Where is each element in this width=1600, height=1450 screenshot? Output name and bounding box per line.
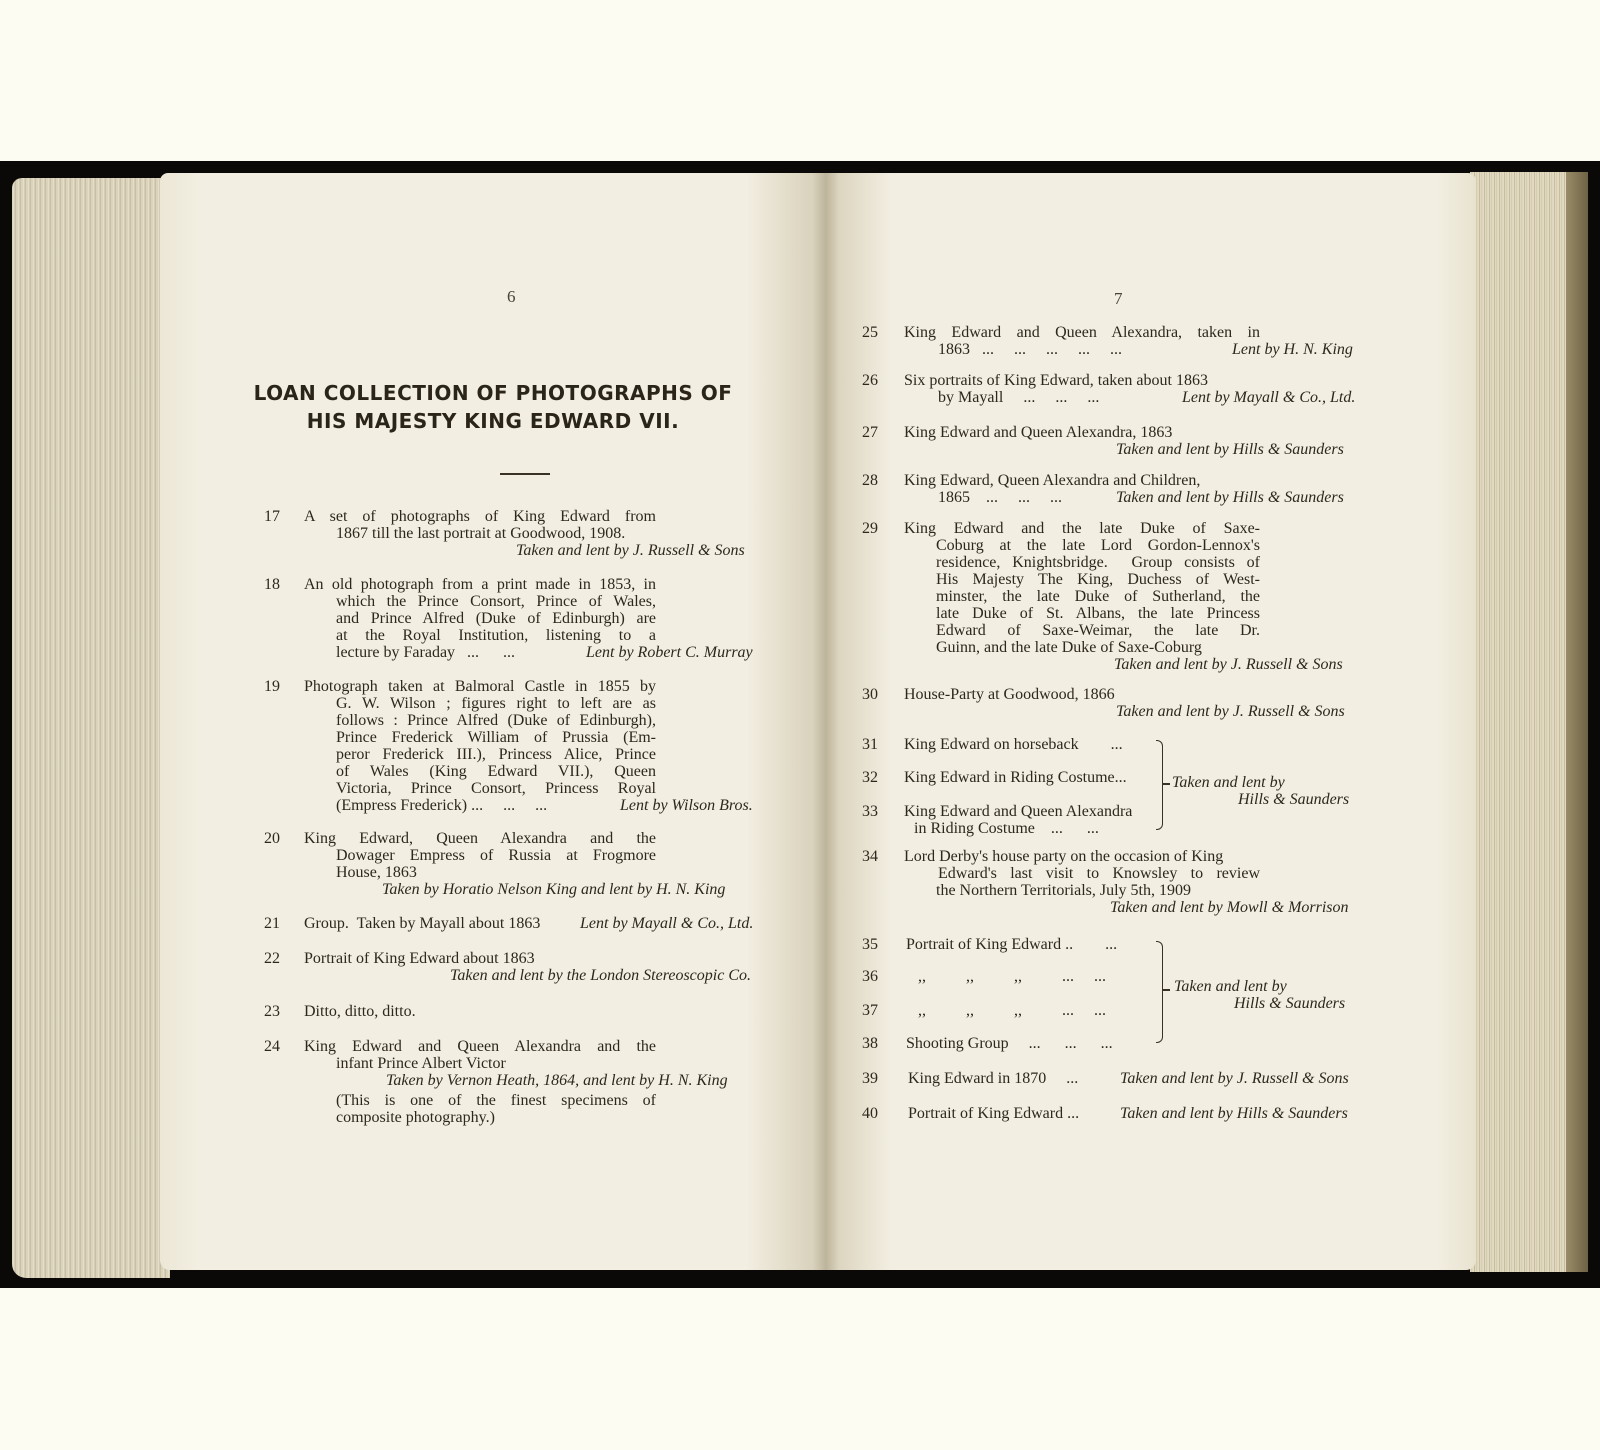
entry-text: King Edward and Queen Alexandra, taken in bbox=[904, 324, 1260, 341]
title-rule bbox=[500, 473, 550, 475]
entry-text: Six portraits of King Edward, taken about 1863 bbox=[904, 372, 1208, 389]
entry-number: 37 bbox=[862, 1002, 878, 1019]
entry-number: 21 bbox=[264, 915, 280, 932]
entry-text: King Edward on horseback ... bbox=[904, 736, 1123, 753]
entry-text: King Edward and Queen Alexandra and the bbox=[304, 1038, 656, 1055]
entry-credit: Lent by H. N. King bbox=[1232, 341, 1353, 358]
entry-credit: Lent by Mayall & Co., Ltd. bbox=[580, 915, 754, 932]
page-edges-left bbox=[12, 178, 170, 1278]
entry-text: King Edward in Riding Costume... bbox=[904, 769, 1127, 786]
entry-text: King Edward and Queen Alexandra, 1863 bbox=[904, 424, 1173, 441]
entry-text: Portrait of King Edward about 1863 bbox=[304, 950, 535, 967]
entry-text: (Empress Frederick) ... ... ... bbox=[336, 797, 548, 814]
page-title-line2: HIS MAJESTY KING EDWARD VII. bbox=[306, 409, 680, 433]
entry-text: ,, ,, ,, ... ... bbox=[906, 968, 1106, 985]
entry-number: 22 bbox=[264, 950, 280, 967]
page-edges-right bbox=[1470, 172, 1588, 1272]
entry-text: Coburg at the late Lord Gordon-Lennox's bbox=[936, 537, 1260, 554]
brace-tip bbox=[1162, 989, 1170, 991]
entry-text: Group. Taken by Mayall about 1863 bbox=[304, 915, 541, 932]
entry-text: G. W. Wilson ; figures right to left are as bbox=[336, 695, 656, 712]
entry-credit: Taken and lent by J. Russell & Sons bbox=[1114, 656, 1343, 673]
bracket-credit-line: Taken and lent by bbox=[1172, 774, 1285, 791]
entry-credit: Lent by Mayall & Co., Ltd. bbox=[1182, 389, 1356, 406]
entry-text: infant Prince Albert Victor bbox=[336, 1055, 506, 1072]
entry-number: 32 bbox=[862, 769, 878, 786]
right-page bbox=[826, 173, 1476, 1270]
entry-note: composite photography.) bbox=[336, 1109, 495, 1126]
entry-text: A set of photographs of King Edward from bbox=[304, 508, 656, 525]
entry-text: Edward's last visit to Knowsley to review bbox=[938, 865, 1260, 882]
entry-number: 28 bbox=[862, 472, 878, 489]
entry-text: 1867 till the last portrait at Goodwood, 1908. bbox=[336, 525, 626, 542]
entry-text: King Edward in 1870 ... bbox=[908, 1070, 1079, 1087]
entry-number: 40 bbox=[862, 1105, 878, 1122]
entry-number: 19 bbox=[264, 678, 280, 695]
entry-credit: Taken and lent by the London Stereoscopic Co. bbox=[450, 967, 751, 984]
entry-text: by Mayall ... ... ... bbox=[938, 389, 1100, 406]
brace-35-38 bbox=[1156, 941, 1163, 1043]
entry-text: King Edward, Queen Alexandra and Children, bbox=[904, 472, 1201, 489]
entry-number: 30 bbox=[862, 686, 878, 703]
entry-number: 33 bbox=[862, 803, 878, 820]
entry-note: (This is one of the finest specimens of bbox=[336, 1092, 656, 1109]
entry-text: House-Party at Goodwood, 1866 bbox=[904, 686, 1115, 703]
entry-number: 17 bbox=[264, 508, 280, 525]
entry-number: 20 bbox=[264, 830, 280, 847]
entry-text: Photograph taken at Balmoral Castle in 1855 by bbox=[304, 678, 656, 695]
entry-number: 38 bbox=[862, 1035, 878, 1052]
entry-number: 25 bbox=[862, 324, 878, 341]
entry-credit: Taken and lent by Hills & Saunders bbox=[1116, 489, 1344, 506]
entry-text: follows : Prince Alfred (Duke of Edinburgh), bbox=[336, 712, 656, 729]
entry-number: 36 bbox=[862, 968, 878, 985]
entry-text: ,, ,, ,, ... ... bbox=[906, 1002, 1106, 1019]
entry-number: 27 bbox=[862, 424, 878, 441]
entry-text: 1865 ... ... ... bbox=[938, 489, 1062, 506]
entry-text: Shooting Group ... ... ... bbox=[906, 1035, 1113, 1052]
entry-number: 26 bbox=[862, 372, 878, 389]
entry-text: residence, Knightsbridge. Group consists of bbox=[936, 554, 1260, 571]
page-number-right: 7 bbox=[1114, 289, 1123, 308]
entry-text: King Edward and the late Duke of Saxe- bbox=[904, 520, 1260, 537]
entry-text: House, 1863 bbox=[336, 864, 417, 881]
entry-credit: Taken and lent by J. Russell & Sons bbox=[516, 542, 745, 559]
entry-number: 31 bbox=[862, 736, 878, 753]
entry-text: and Prince Alfred (Duke of Edinburgh) are bbox=[336, 610, 656, 627]
entry-text: at the Royal Institution, listening to a bbox=[336, 627, 656, 644]
page-title-line1: LOAN COLLECTION OF PHOTOGRAPHS OF bbox=[253, 381, 733, 405]
entry-number: 24 bbox=[264, 1038, 280, 1055]
entry-text: in Riding Costume ... ... bbox=[914, 820, 1099, 837]
bracket-credit-line: Hills & Saunders bbox=[1234, 995, 1346, 1012]
entry-number: 29 bbox=[862, 520, 878, 537]
entry-credit: Taken by Horatio Nelson King and lent by H. N. King bbox=[382, 881, 726, 898]
entry-credit: Taken by Vernon Heath, 1864, and lent by H. N. King bbox=[386, 1072, 728, 1089]
entry-number: 18 bbox=[264, 576, 280, 593]
entry-text: An old photograph from a print made in 1853, in bbox=[304, 576, 656, 593]
entry-text: Portrait of King Edward .. ... bbox=[906, 936, 1118, 953]
entry-number: 39 bbox=[862, 1070, 878, 1087]
entry-text: late Duke of St. Albans, the late Princess bbox=[936, 605, 1260, 622]
entry-text: King Edward, Queen Alexandra and the bbox=[304, 830, 656, 847]
brace-tip bbox=[1162, 783, 1170, 785]
bracket-credit-line: Taken and lent by bbox=[1174, 978, 1287, 995]
entry-text: Victoria, Prince Consort, Princess Royal bbox=[336, 780, 656, 797]
bracket-credit-line: Hills & Saunders bbox=[1238, 791, 1350, 808]
entry-text: King Edward and Queen Alexandra bbox=[904, 803, 1133, 820]
left-page bbox=[160, 173, 826, 1270]
entry-text: Edward of Saxe-Weimar, the late Dr. bbox=[936, 622, 1260, 639]
entry-credit: Taken and lent by Hills & Saunders bbox=[1120, 1105, 1348, 1122]
entry-text: Ditto, ditto, ditto. bbox=[304, 1003, 416, 1020]
entry-credit: Lent by Robert C. Murray bbox=[586, 644, 753, 661]
entry-text: Dowager Empress of Russia at Frogmore bbox=[336, 847, 656, 864]
entry-number: 35 bbox=[862, 936, 878, 953]
entry-number: 34 bbox=[862, 848, 878, 865]
entry-text: 1863 ... ... ... ... ... bbox=[938, 341, 1122, 358]
entry-credit: Lent by Wilson Bros. bbox=[620, 797, 753, 814]
entry-text: of Wales (King Edward VII.), Queen bbox=[336, 763, 656, 780]
entry-text: Lord Derby's house party on the occasion of King bbox=[904, 848, 1224, 865]
entry-credit: Taken and lent by J. Russell & Sons bbox=[1120, 1070, 1349, 1087]
entry-text: peror Frederick III.), Princess Alice, Prince bbox=[336, 746, 656, 763]
entry-number: 23 bbox=[264, 1003, 280, 1020]
entry-credit: Taken and lent by Hills & Saunders bbox=[1116, 441, 1344, 458]
entry-text: which the Prince Consort, Prince of Wales, bbox=[336, 593, 656, 610]
entry-text: minster, the late Duke of Sutherland, the bbox=[936, 588, 1260, 605]
entry-text: Guinn, and the late Duke of Saxe-Coburg bbox=[936, 639, 1202, 656]
entry-text: the Northern Territorials, July 5th, 1909 bbox=[936, 882, 1191, 899]
entry-credit: Taken and lent by Mowll & Morrison bbox=[1110, 899, 1349, 916]
brace-31-33 bbox=[1156, 740, 1163, 830]
entry-text: Prince Frederick William of Prussia (Em- bbox=[336, 729, 656, 746]
entry-credit: Taken and lent by J. Russell & Sons bbox=[1116, 703, 1345, 720]
entry-text: Portrait of King Edward ... bbox=[908, 1105, 1080, 1122]
entry-text: His Majesty The King, Duchess of West- bbox=[936, 571, 1260, 588]
page-number-left: 6 bbox=[507, 287, 516, 306]
entry-text: lecture by Faraday ... ... bbox=[336, 644, 516, 661]
